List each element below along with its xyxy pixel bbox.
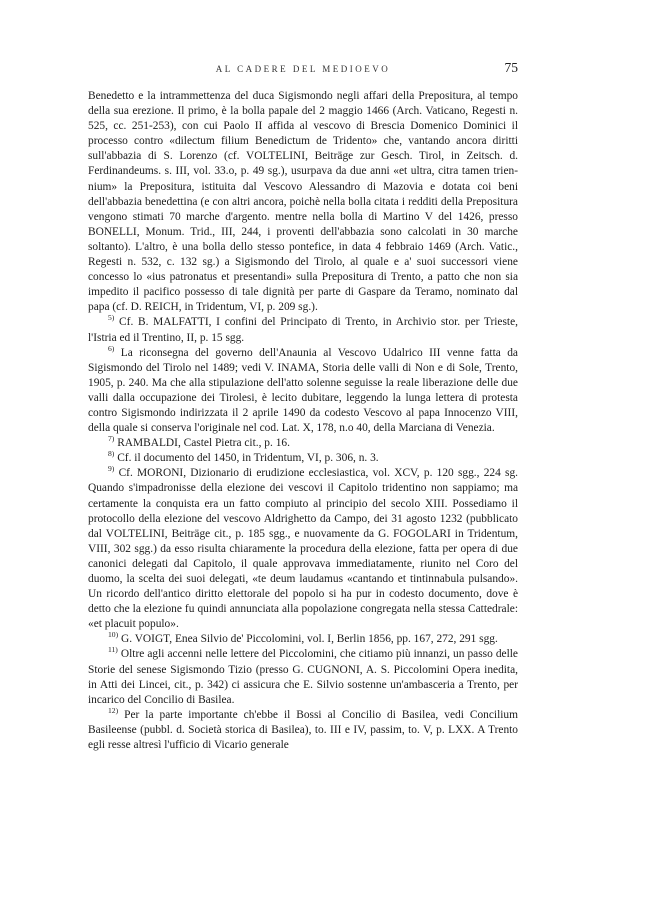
footnote-6 — [88, 343, 518, 437]
footnote-10 — [88, 632, 518, 647]
footnote-5 — [88, 315, 518, 345]
footnote-number: 6) — [108, 343, 115, 353]
page-header — [88, 60, 518, 80]
footnote-text: La riconsegna del governo dell'Anaunia al Vescovo Udalrico III venne fatta da Sigismondo del Tirolo nel 1489; vedi V. INAMA, Storia delle valli di Non e di Sole, Trento, 1905, p. 240. Ma che alla stipulazione dell'atto solenne seguisse la reale liberazione delle due valli dalla occupazione dei Tirolesi, è lecito dubitare, leggendo la lunga lettera di protesta contro Sigismondo indirizzata il 2 aprile 1490 da codesto Vescovo al papa Innocenzo VIII, della quale si conserva l'originale nel cod. Lat. X, 178, n.o 40, della Marciana di Venezia. — [88, 346, 518, 435]
continuation-paragraph — [88, 89, 518, 315]
running-head: AL CADERE DEL MEDIOEVO — [215, 64, 391, 74]
footnote-number: 5) — [108, 313, 115, 323]
footnote-number: 7) — [108, 434, 115, 444]
footnote-7 — [88, 436, 518, 451]
footnote-text: Per la parte importante ch'ebbe il Bossi al Concilio di Basilea, vedi Concilium Basileense (pubbl. d. Società storica di Basilea), to. III e IV, passim, to. V, p. LXX. A Trento egli resse altresì l'ufficio di Vicario generale — [88, 708, 518, 752]
footnote-text: G. VOIGT, Enea Silvio de' Piccolomini, vol. I, Berlin 1856, pp. 167, 272, 291 sgg. — [120, 633, 498, 646]
footnote-text: Oltre agli accenni nelle lettere del Piccolomini, che citiamo più innanzi, un passo delle Storie del senese Sigismondo Tizio (presso G. CUGNONI, A. S. Piccolomini Opera inedita, in Atti dei Lincei, cit., p. 342) ci assicura che E. Silvio sostenne un'ambasceria a Trento, per incarico del Concilio di Basilea. — [88, 648, 518, 706]
footnote-number: 11) — [108, 645, 118, 655]
footnote-text: Cf. B. MALFATTI, I confini del Principato di Trento, in Archivio stor. per Trieste, l'Istria ed il Trentino, II, p. 15 sgg. — [88, 316, 518, 344]
footnote-number: 8) — [108, 449, 115, 459]
footnote-number: 9) — [108, 464, 115, 474]
paragraph-text: Benedetto e la intrammettenza del duca Sigismondo negli affari della Prepositura, al tempo della sua erezione. Il primo, è la bolla papale del 2 maggio 1466 (Arch. Vaticano, Regesti n. 525, cc. 251-253), con cui Paolo II affida al vescovo di Brescia Domenico Dominici il processo contro «dilectum filium Benedictum de Tridento» che, vantando ancora diritti sull'abbazia di S. Lorenzo (cf. VOLTELINI, Beiträge zur Gesch. Tirol, in Zeitsch. d. Ferdinandeums. s. III, vol. 33.o, p. 49 sg.), usurpava da due anni «et ultra, citra tamen trien-nium» la Prepositura, istituita dal Vescovo Alessandro di Mazovia e dotata coi beni dell'abbazia benedettina (e con altri ancora, poichè nella bolla citata i redditi della Prepositura vengono stimati 70 marche d'argento. mentre nella bolla di Martino V del 1426, presso BONELLI, Monum. Trid., III, 244, i proventi dell'abbazia sono calcolati in 30 marche soltanto). L'altro, è una bolla dello stesso pontefice, in data 4 febbraio 1469 (Arch. Vatic., Regesti n. 532, c. 132 sg.) a Sigismondo del Tirolo, al quale e a' suoi successori viene concesso lo «ius patronatus et presentandi» sulla Prepositura di Trento, a patto che non sia impedito il pacifico possesso di tale dignità per parte di Gaspare da Teramo, nominato dal papa (cf. D. REICH, in Tridentum, VI, p. 209 sg.). — [88, 90, 518, 314]
footnote-8 — [88, 451, 518, 466]
footnote-12 — [88, 708, 518, 753]
footnote-number: 10) — [108, 630, 119, 640]
footnotes-body — [88, 89, 518, 753]
footnote-text: Cf. MORONI, Dizionario di erudizione ecclesiastica, vol. XCV, p. 120 sgg., 224 sg. Quando s'impadronisse della elezione dei vescovi il Capitolo tridentino non sappiamo; ma certamente la conquista era un fatto compiuto al principio del secolo XIII. Possediamo il protocollo della elezione del vescovo Aldrighetto da Campo, dei 31 agosto 1232 (pubblicato dal VOLTELINI, Beiträge cit., p. 185 sgg., e nuovamente da G. FOGOLARI in Tridentum, VIII, 302 sgg.) da esso risulta chiaramente la procedura della elezione, fatta per opera di due canonici delegati dal Capitolo, il quale approvava immediatamente, riunito nel Coro del duomo, la scelta dei suoi delegati, «te deum laudamus «cantando et tintinnabula pulsando». Un ricordo dell'antico diritto elettorale del popolo si ha pur in codesto documento, dove è detto che la elezione fu quindi annunciata alla popolazione congregata nella stessa Cattedrale: «et placuit populo». — [88, 467, 518, 631]
footnote-11 — [88, 647, 518, 707]
footnote-text: Cf. il documento del 1450, in Tridentum, VI, p. 306, n. 3. — [117, 452, 379, 465]
footnote-number: 12) — [108, 706, 119, 716]
footnote-text: RAMBALDI, Castel Pietra cit., p. 16. — [117, 437, 290, 450]
page-number: 75 — [504, 60, 518, 75]
footnote-9 — [88, 466, 518, 632]
